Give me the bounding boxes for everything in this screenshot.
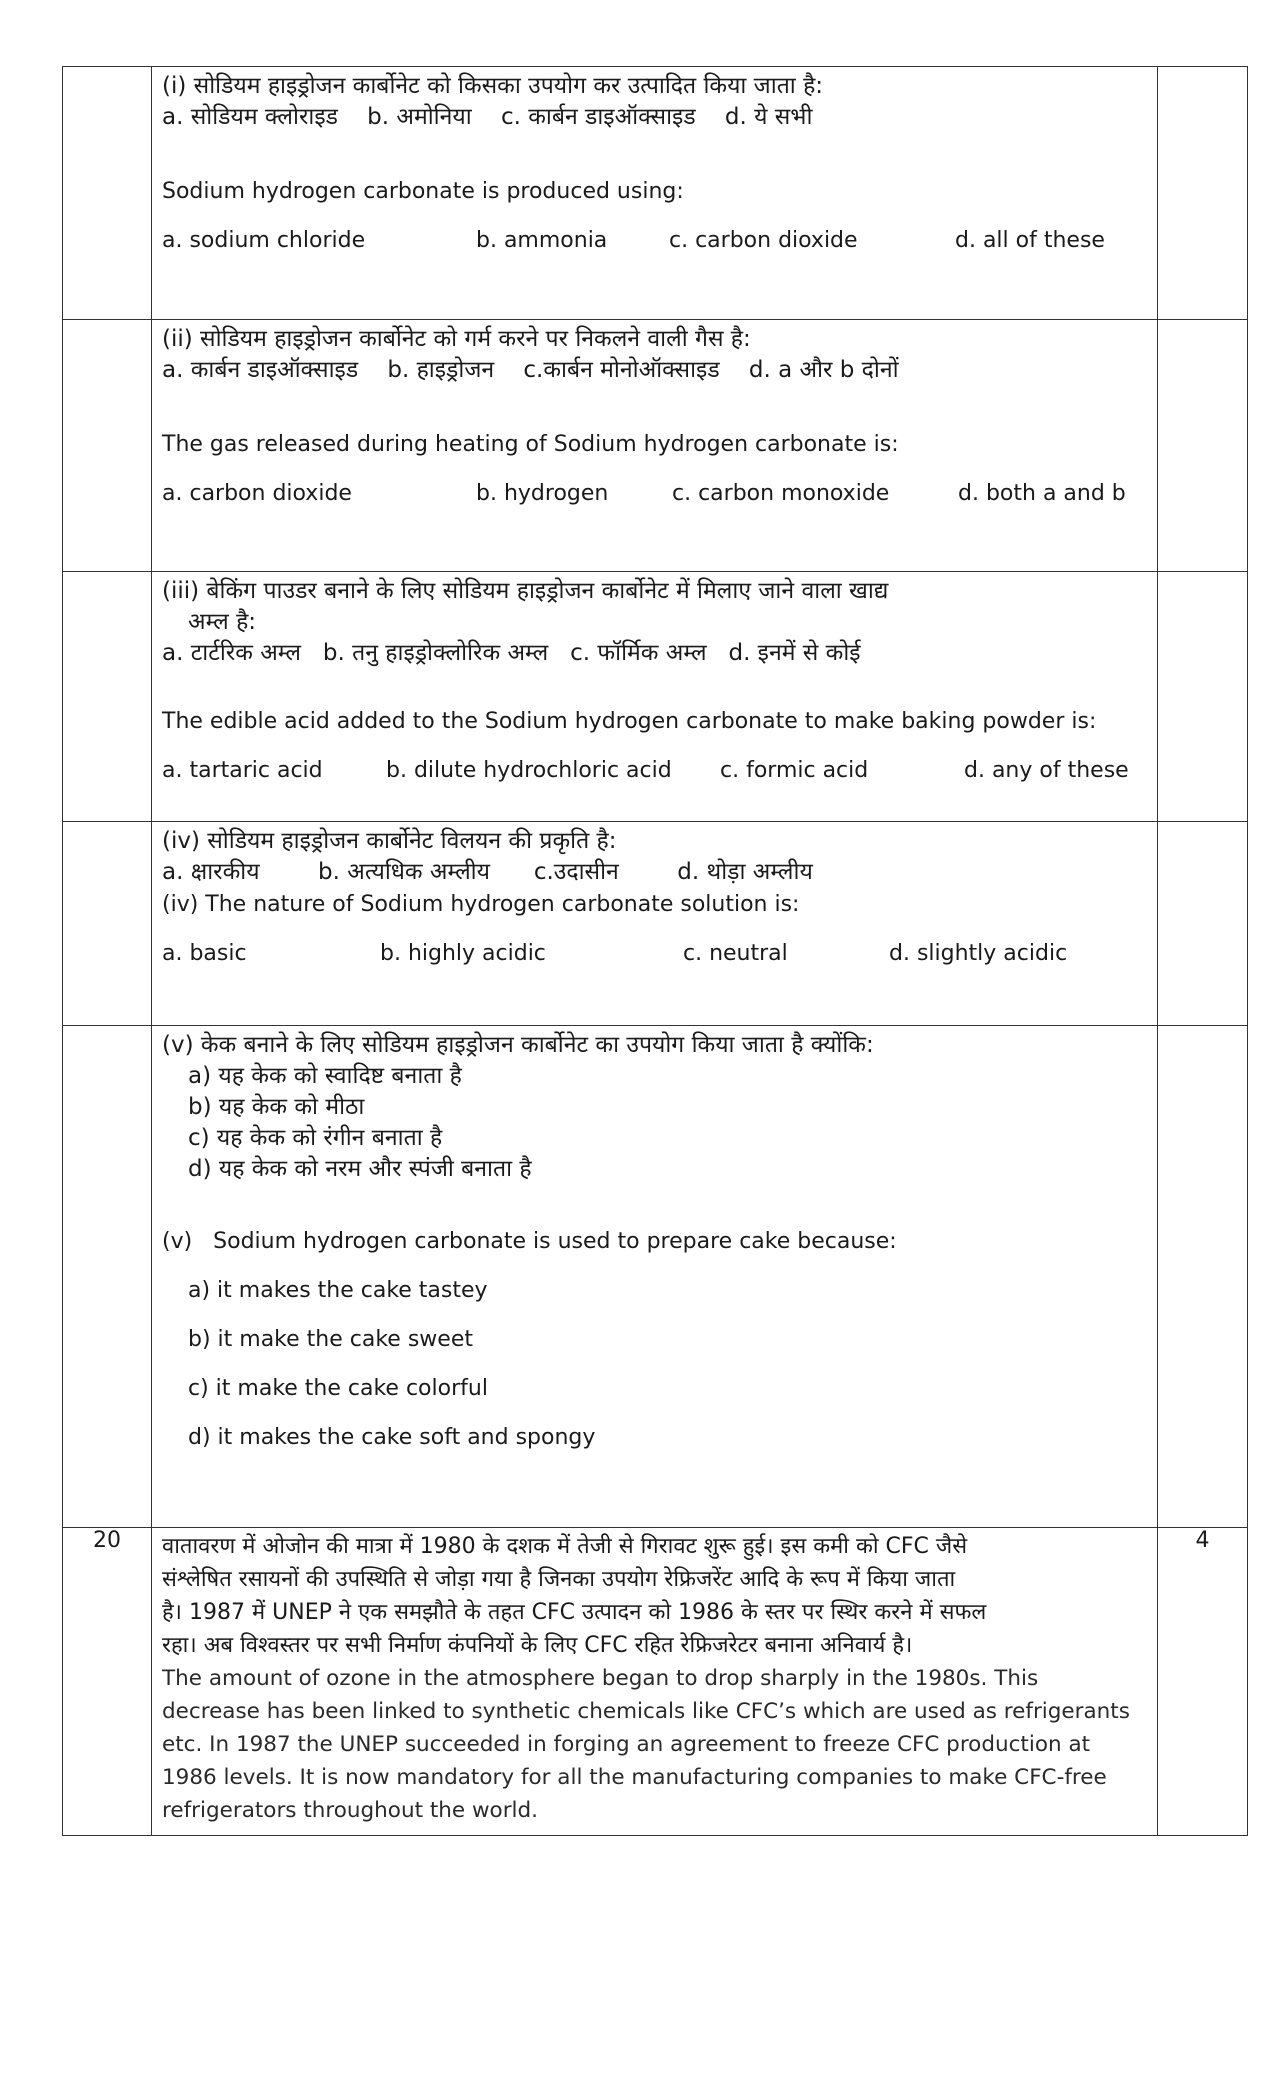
english-option-b: b) it make the cake sweet — [188, 1327, 473, 1352]
question-row-20 — [63, 1528, 1248, 1836]
marks-cell — [1158, 1026, 1248, 1528]
marks-cell — [1158, 320, 1248, 572]
english-option-c: c) it make the cake colorful — [188, 1376, 488, 1401]
hindi-paragraph-line: संश्लेषित रसायनों की उपस्थिति से जोड़ा गया है जिनका उपयोग रेफ्रिजरेंट आदि के रूप में किया जाता — [162, 1567, 956, 1592]
hindi-option-b: b) यह केक को मीठा — [188, 1094, 365, 1120]
question-row-i — [63, 67, 1248, 320]
english-paragraph-line: The amount of ozone in the atmosphere began to drop sharply in the 1980s. This — [162, 1666, 1039, 1691]
option-b: b. ammonia — [476, 228, 608, 253]
english-options — [162, 937, 1147, 970]
option-c: c. formic acid — [720, 758, 869, 783]
hindi-question: (ii) सोडियम हाइड्रोजन कार्बोनेट को गर्म करने पर निकलने वाली गैस है: — [162, 326, 751, 352]
hindi-options: a. सोडियम क्लोराइड b. अमोनिया c. कार्बन डाइऑक्साइड d. ये सभी — [162, 104, 813, 130]
hindi-options: a. टार्टरिक अम्ल b. तनु हाइड्रोक्लोरिक अम्ल c. फॉर्मिक अम्ल d. इनमें से कोई — [162, 640, 861, 666]
marks-cell — [1158, 822, 1248, 1026]
option-d: d. any of these — [964, 758, 1129, 783]
option-b: b. dilute hydrochloric acid — [386, 758, 672, 783]
hindi-paragraph-line: है। 1987 में UNEP ने एक समझौते के तहत CFC उत्पादन को 1986 के स्तर पर स्थिर करने में सफल — [162, 1600, 987, 1625]
question-content-cell — [152, 822, 1158, 1026]
hindi-question: (iii) बेकिंग पाउडर बनाने के लिए सोडियम हाइड्रोजन कार्बोनेट में मिलाए जाने वाला खाद्य — [162, 578, 889, 604]
question-row-v — [63, 1026, 1248, 1528]
option-c: c. carbon dioxide — [669, 228, 858, 253]
question-number: 20 — [63, 1528, 152, 1836]
hindi-paragraph-line: रहा। अब विश्वस्तर पर सभी निर्माण कंपनियों के लिए CFC रहित रेफ्रिजरेटर बनाना अनिवार्य है। — [162, 1633, 913, 1658]
question-content-cell — [152, 1026, 1158, 1528]
question-content-cell — [152, 320, 1158, 572]
option-b: b. hydrogen — [476, 481, 609, 506]
option-c: c. neutral — [683, 941, 788, 966]
hindi-options: a. कार्बन डाइऑक्साइड b. हाइड्रोजन c.कार्बन मोनोऑक्साइड d. a और b दोनों — [162, 357, 899, 383]
marks-cell — [1158, 67, 1248, 320]
hindi-paragraph-line: वातावरण में ओजोन की मात्रा में 1980 के दशक में तेजी से गिरावट शुरू हुई। इस कमी को CFC जैसे — [162, 1534, 968, 1559]
option-a: a. basic — [162, 941, 247, 966]
question-row-iii — [63, 572, 1248, 822]
english-option-a: a) it makes the cake tastey — [188, 1278, 488, 1303]
option-a: a. sodium chloride — [162, 228, 366, 253]
english-question: The gas released during heating of Sodium hydrogen carbonate is: — [162, 432, 899, 457]
english-paragraph-line: refrigerators throughout the world. — [162, 1798, 538, 1823]
question-number-cell — [63, 822, 152, 1026]
question-content-cell — [152, 67, 1158, 320]
english-question: Sodium hydrogen carbonate is produced using: — [162, 179, 684, 204]
english-option-d: d) it makes the cake soft and spongy — [188, 1425, 596, 1450]
english-paragraph-line: 1986 levels. It is now mandatory for all the manufacturing companies to make CFC-free — [162, 1765, 1107, 1790]
hindi-question: (iv) सोडियम हाइड्रोजन कार्बोनेट विलयन की प्रकृति है: — [162, 828, 617, 854]
question-number-cell — [63, 1026, 152, 1528]
english-paragraph-line: etc. In 1987 the UNEP succeeded in forging an agreement to freeze CFC production at — [162, 1732, 1091, 1757]
question-number-cell — [63, 67, 152, 320]
english-options — [162, 224, 1147, 257]
english-question: (v) Sodium hydrogen carbonate is used to prepare cake because: — [162, 1229, 897, 1254]
english-question: The edible acid added to the Sodium hydrogen carbonate to make baking powder is: — [162, 709, 1097, 734]
question-content-cell — [152, 572, 1158, 822]
question-number-cell — [63, 320, 152, 572]
question-row-ii — [63, 320, 1248, 572]
hindi-option-c: c) यह केक को रंगीन बनाता है — [188, 1125, 443, 1151]
hindi-options: a. क्षारकीय b. अत्यधिक अम्लीय c.उदासीन d. थोड़ा अम्लीय — [162, 859, 813, 885]
option-d: d. all of these — [955, 228, 1105, 253]
option-b: b. highly acidic — [380, 941, 546, 966]
option-c: c. carbon monoxide — [672, 481, 890, 506]
option-d: d. both a and b — [958, 481, 1126, 506]
question-row-iv — [63, 822, 1248, 1026]
english-options — [162, 477, 1147, 510]
hindi-question: (v) केक बनाने के लिए सोडियम हाइड्रोजन कार्बोनेट का उपयोग किया जाता है क्योंकि: — [162, 1032, 874, 1058]
english-options — [162, 754, 1147, 787]
marks-cell — [1158, 572, 1248, 822]
english-paragraph-line: decrease has been linked to synthetic chemicals like CFC’s which are used as refrigerants — [162, 1699, 1130, 1724]
hindi-option-a: a) यह केक को स्वादिष्ट बनाता है — [188, 1063, 462, 1089]
option-a: a. tartaric acid — [162, 758, 323, 783]
option-a: a. carbon dioxide — [162, 481, 352, 506]
english-question: (iv) The nature of Sodium hydrogen carbonate solution is: — [162, 892, 800, 917]
hindi-question-continued: अम्ल है: — [188, 609, 257, 635]
question-number-cell — [63, 572, 152, 822]
hindi-question: (i) सोडियम हाइड्रोजन कार्बोनेट को किसका उपयोग कर उत्पादित किया जाता है: — [162, 73, 824, 99]
marks: 4 — [1158, 1528, 1248, 1836]
hindi-option-d: d) यह केक को नरम और स्पंजी बनाता है — [188, 1156, 532, 1182]
question-table — [62, 66, 1248, 1836]
question-content-cell — [152, 1528, 1158, 1836]
option-d: d. slightly acidic — [889, 941, 1068, 966]
